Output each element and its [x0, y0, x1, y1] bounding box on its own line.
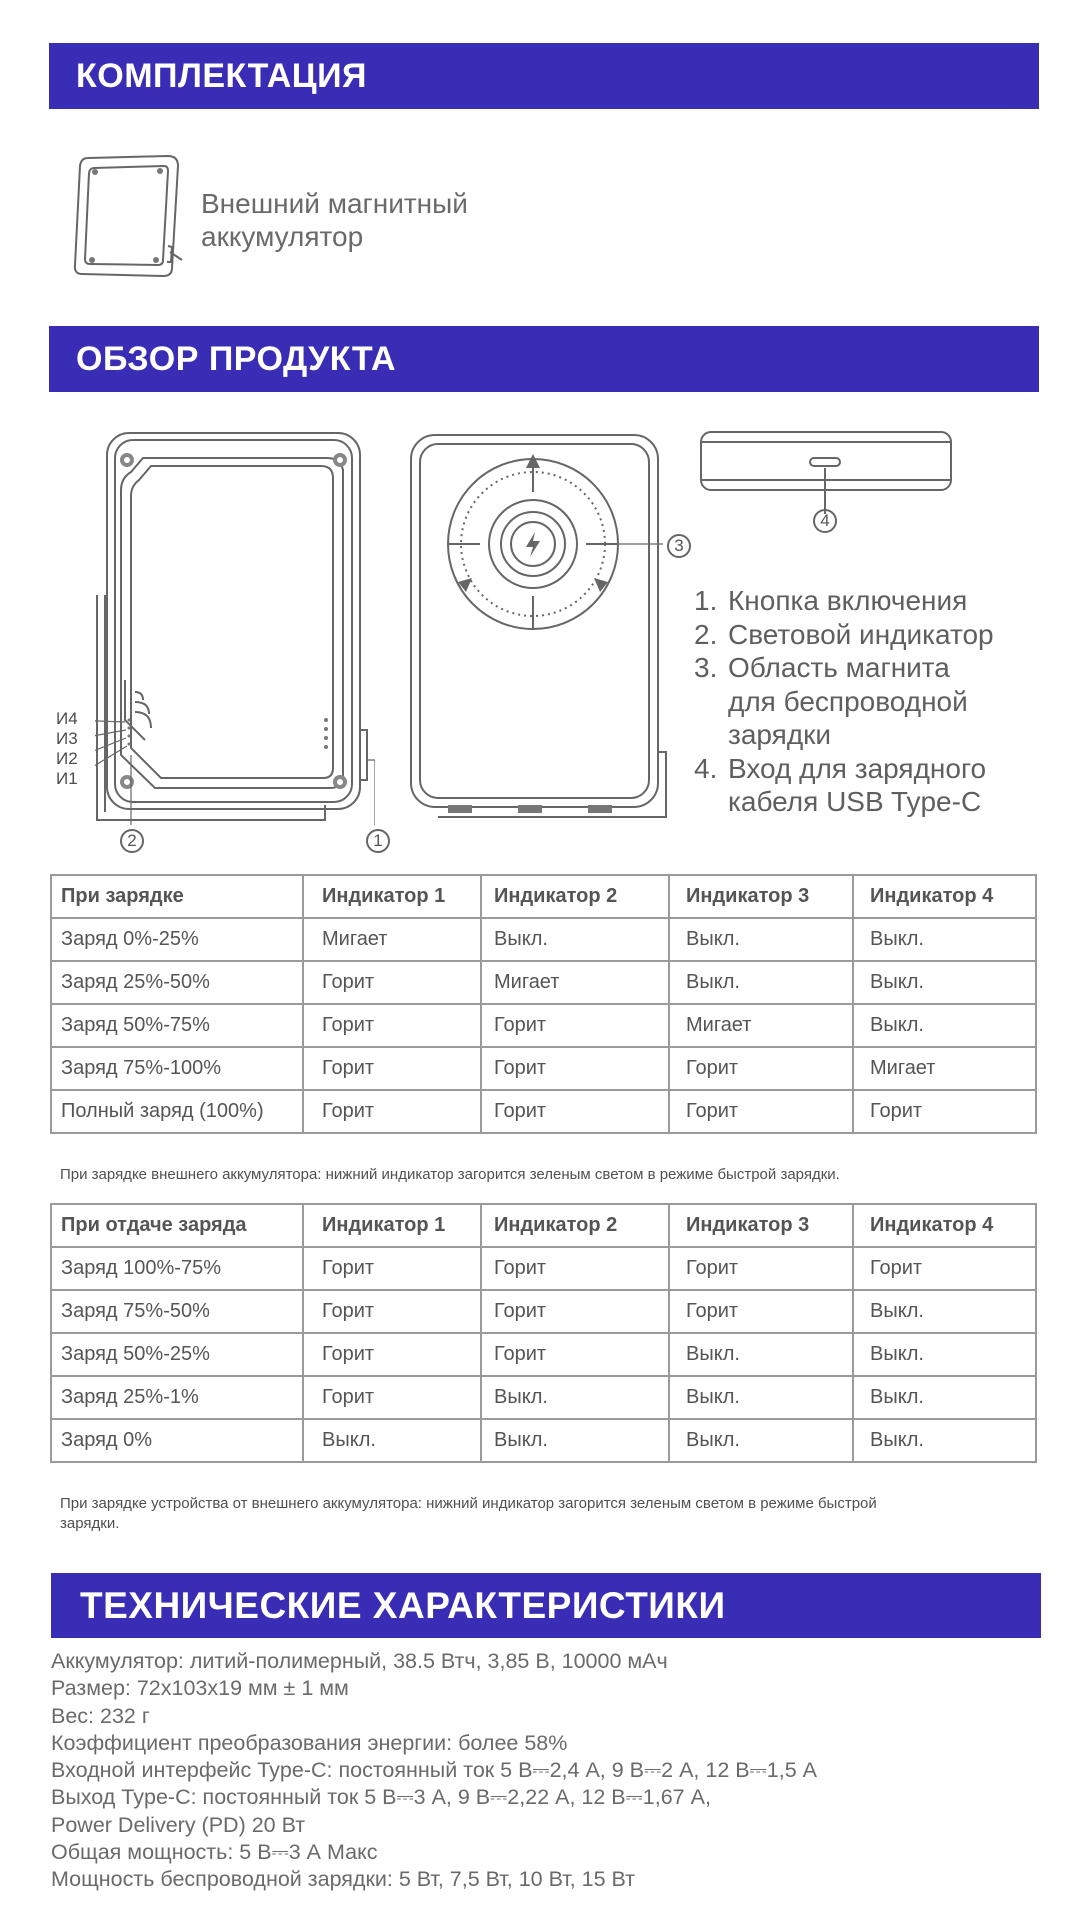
table-row [51, 1247, 1036, 1290]
table-header-row [51, 1204, 1036, 1247]
spec-line: Коэффициент преобразования энергии: более 58% [51, 1730, 568, 1755]
table-cell: Заряд 75%-50% [51, 1290, 303, 1333]
table-cell: Выкл. [853, 918, 1036, 961]
legend-item [694, 752, 994, 819]
section-title-kit: КОМПЛЕКТАЦИЯ [76, 56, 367, 95]
callout-2: 2 [120, 829, 144, 853]
callout-3: 3 [667, 534, 691, 558]
table-cell: Мигает [853, 1047, 1036, 1090]
spec-line: Выход Type-C: постоянный ток 5 В⎓3 А, 9 В⎓2,22 А, 12 В⎓1,67 А, [51, 1785, 711, 1810]
spec-line: Общая мощность: 5 В⎓3 А Макс [51, 1840, 378, 1865]
power-bank-kit-illustration [68, 150, 198, 280]
table-row [51, 1090, 1036, 1133]
table-cell: Выкл. [669, 918, 853, 961]
table-cell: Выкл. [853, 1376, 1036, 1419]
table-row [51, 1376, 1036, 1419]
table-cell: Выкл. [481, 918, 669, 961]
table-cell: Заряд 0% [51, 1419, 303, 1462]
table-row [51, 1004, 1036, 1047]
table-header-cell: При зарядке [51, 875, 303, 918]
table-header-cell: Индикатор 2 [481, 875, 669, 918]
spec-line: Вес: 232 г [51, 1703, 150, 1728]
legend-text: Световой индикатор [728, 618, 994, 650]
table-row [51, 961, 1036, 1004]
table-header-cell: Индикатор 4 [853, 1204, 1036, 1247]
table-cell: Горит [481, 1290, 669, 1333]
table-header-cell: Индикатор 3 [669, 875, 853, 918]
spec-line: Мощность беспроводной зарядки: 5 Вт, 7,5 Вт, 10 Вт, 15 Вт [51, 1867, 635, 1892]
table-cell: Горит [303, 961, 481, 1004]
callout-4: 4 [813, 509, 837, 533]
table-cell: Горит [669, 1047, 853, 1090]
table-cell: Выкл. [853, 1290, 1036, 1333]
table-row [51, 1290, 1036, 1333]
table-cell: Заряд 50%-25% [51, 1333, 303, 1376]
table-cell: Выкл. [853, 961, 1036, 1004]
table-cell: Горит [303, 1376, 481, 1419]
legend-num: 1. [694, 585, 718, 616]
indicator-label-3: И3 [56, 729, 78, 748]
table-header-cell: Индикатор 4 [853, 875, 1036, 918]
table-cell: Горит [303, 1090, 481, 1133]
table-header-row [51, 875, 1036, 918]
table-cell: Горит [669, 1247, 853, 1290]
table-cell: Выкл. [853, 1333, 1036, 1376]
section-title-overview: ОБЗОР ПРОДУКТА [76, 339, 397, 378]
table-cell: Выкл. [669, 1419, 853, 1462]
spec-line: Power Delivery (PD) 20 Вт [51, 1812, 306, 1837]
table-cell: Выкл. [853, 1004, 1036, 1047]
table-cell: Горит [481, 1090, 669, 1133]
specs-list [51, 1648, 817, 1894]
table-row [51, 918, 1036, 961]
table-cell: Выкл. [669, 1376, 853, 1419]
table-cell: Горит [669, 1090, 853, 1133]
table-header-cell: Индикатор 1 [303, 1204, 481, 1247]
table-header-cell: Индикатор 1 [303, 875, 481, 918]
table-header-cell: Индикатор 3 [669, 1204, 853, 1247]
indicator-label-1: И1 [56, 769, 78, 788]
section-title-specs: ТЕХНИЧЕСКИЕ ХАРАКТЕРИСТИКИ [80, 1584, 726, 1626]
table-cell: Заряд 25%-1% [51, 1376, 303, 1419]
legend-text: Область магнита для беспроводной зарядки [728, 652, 968, 750]
parts-legend [694, 584, 994, 819]
legend-num: 4. [694, 752, 718, 784]
section-header-overview [49, 326, 1039, 392]
discharging-table-note: При зарядке устройства от внешнего аккумулятора: нижний индикатор загорится зеленым светом в режиме быстрой зарядки. [60, 1495, 877, 1532]
table-cell: Заряд 0%-25% [51, 918, 303, 961]
table-cell: Горит [303, 1247, 481, 1290]
table-cell: Горит [481, 1047, 669, 1090]
table-cell: Горит [481, 1247, 669, 1290]
legend-text: Вход для зарядного кабеля USB Type-C [728, 752, 987, 817]
power-bank-front-view [95, 430, 375, 825]
table-cell: Заряд 100%-75% [51, 1247, 303, 1290]
callout-1: 1 [366, 829, 390, 853]
section-header-kit [49, 43, 1039, 109]
table-cell: Заряд 50%-75% [51, 1004, 303, 1047]
table-cell: Горит [481, 1333, 669, 1376]
table-cell: Выкл. [669, 1333, 853, 1376]
table-cell: Выкл. [669, 961, 853, 1004]
table-cell: Выкл. [303, 1419, 481, 1462]
table-cell: Мигает [669, 1004, 853, 1047]
table-cell: Выкл. [481, 1419, 669, 1462]
table-cell: Горит [853, 1247, 1036, 1290]
table-cell: Горит [853, 1090, 1036, 1133]
spec-line: Размер: 72x103x19 мм ± 1 мм [51, 1676, 349, 1701]
section-header-specs [51, 1573, 1041, 1638]
table-cell: Выкл. [853, 1419, 1036, 1462]
legend-num: 2. [694, 618, 718, 650]
table-cell: Горит [303, 1333, 481, 1376]
legend-num: 3. [694, 652, 718, 683]
legend-item [694, 584, 994, 618]
table-cell: Горит [481, 1004, 669, 1047]
table-cell: Горит [669, 1290, 853, 1333]
legend-item [694, 651, 994, 752]
charging-table-note: При зарядке внешнего аккумулятора: нижний индикатор загорится зеленым светом в режиме быстрой зарядки. [60, 1166, 840, 1183]
table-cell: Мигает [303, 918, 481, 961]
table-cell: Выкл. [481, 1376, 669, 1419]
discharging-indicator-table [50, 1203, 1037, 1463]
table-cell: Заряд 25%-50% [51, 961, 303, 1004]
table-cell: Мигает [481, 961, 669, 1004]
charging-indicator-table [50, 874, 1037, 1134]
legend-item [694, 618, 994, 652]
table-row [51, 1333, 1036, 1376]
table-cell: Горит [303, 1047, 481, 1090]
table-header-cell: Индикатор 2 [481, 1204, 669, 1247]
indicator-label-4: И4 [56, 709, 78, 728]
table-row [51, 1419, 1036, 1462]
table-header-cell: При отдаче заряда [51, 1204, 303, 1247]
table-cell: Горит [303, 1004, 481, 1047]
kit-item-label: Внешний магнитный аккумулятор [201, 188, 468, 252]
table-cell: Горит [303, 1290, 481, 1333]
table-cell: Полный заряд (100%) [51, 1090, 303, 1133]
indicator-label-2: И2 [56, 749, 78, 768]
power-bank-back-view [408, 432, 678, 822]
table-row [51, 1047, 1036, 1090]
spec-line: Входной интерфейс Type-C: постоянный ток 5 В⎓2,4 А, 9 В⎓2 А, 12 В⎓1,5 А [51, 1758, 817, 1783]
table-cell: Заряд 75%-100% [51, 1047, 303, 1090]
legend-text: Кнопка включения [728, 585, 968, 616]
spec-line: Аккумулятор: литий-полимерный, 38.5 Втч, 3,85 В, 10000 мАч [51, 1649, 668, 1673]
